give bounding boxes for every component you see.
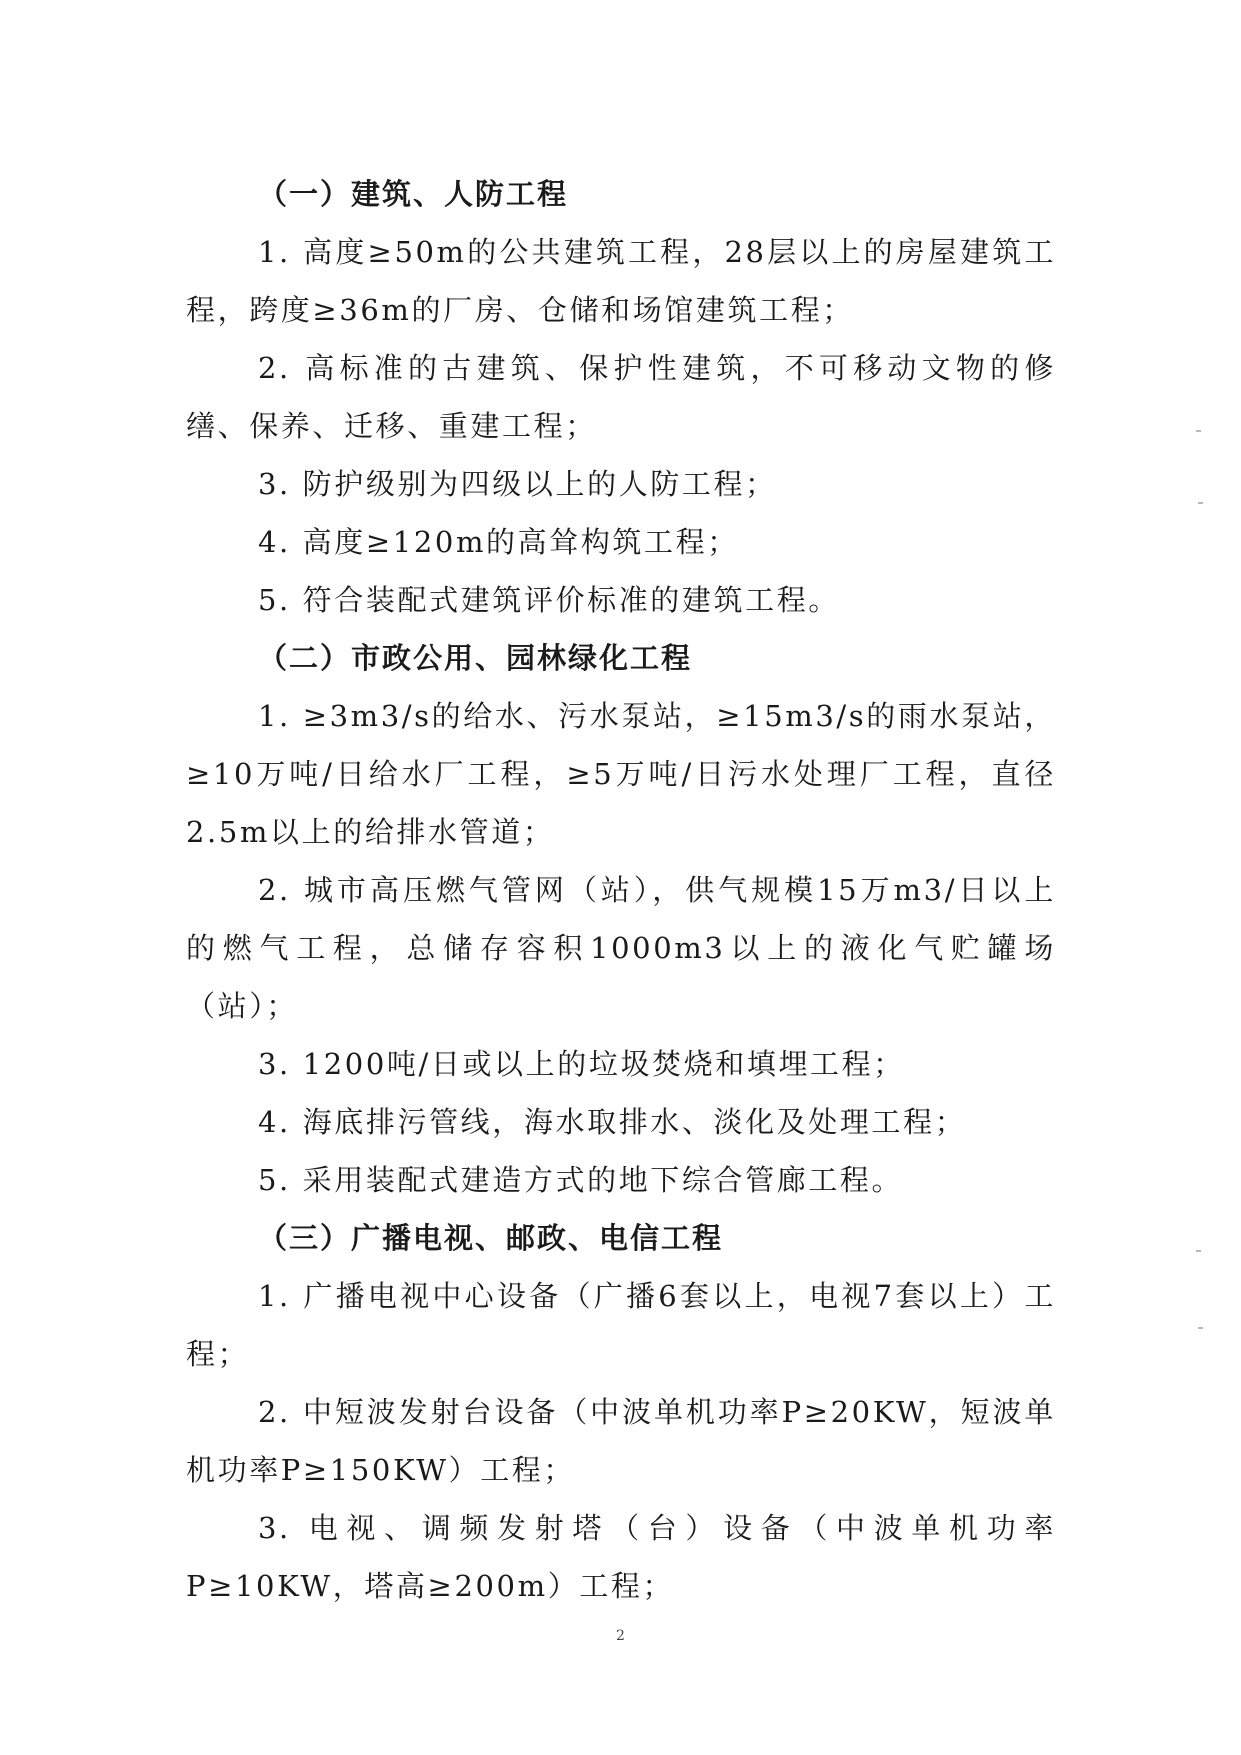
- section-3: [186, 1209, 1056, 1615]
- scan-speck: [1196, 430, 1201, 432]
- list-item: 1. ≥3m3/s的给水、污水泵站，≥15m3/s的雨水泵站，≥10万吨/日给水厂工程，≥5万吨/日污水处理厂工程，直径2.5m以上的给排水管道；: [186, 699, 1056, 849]
- list-item: 3. 防护级别为四级以上的人防工程；: [258, 467, 777, 501]
- scan-speck: [1198, 502, 1203, 504]
- list-item: 3. 电视、调频发射塔（台）设备（中波单机功率P≥10KW，塔高≥200m）工程；: [186, 1511, 1056, 1603]
- list-item: 5. 采用装配式建造方式的地下综合管廊工程。: [258, 1163, 904, 1197]
- list-item: 2. 高标准的古建筑、保护性建筑，不可移动文物的修缮、保养、迁移、重建工程；: [186, 351, 1056, 443]
- scan-speck: [1198, 1327, 1203, 1329]
- scan-speck: [1196, 1250, 1201, 1252]
- list-item: 4. 高度≥120m的高耸构筑工程；: [258, 525, 739, 559]
- section-2: [186, 629, 1056, 1209]
- section-heading: （一）建筑、人防工程: [258, 177, 569, 211]
- list-item: 5. 符合装配式建筑评价标准的建筑工程。: [258, 583, 840, 617]
- list-item: 3. 1200吨/日或以上的垃圾焚烧和填埋工程；: [258, 1047, 905, 1081]
- list-item: 2. 中短波发射台设备（中波单机功率P≥20KW，短波单机功率P≥150KW）工程；: [186, 1395, 1056, 1487]
- list-item: 1. 高度≥50m的公共建筑工程，28层以上的房屋建筑工程，跨度≥36m的厂房、仓储和场馆建筑工程；: [186, 235, 1056, 327]
- page-number: 2: [616, 1628, 625, 1644]
- section-heading: （三）广播电视、邮政、电信工程: [258, 1221, 724, 1255]
- list-item: 2. 城市高压燃气管网（站），供气规模15万m3/日以上的燃气工程，总储存容积1000m3以上的液化气贮罐场（站）；: [186, 873, 1056, 1023]
- document-body: [186, 165, 1056, 1615]
- list-item: 1. 广播电视中心设备（广播6套以上，电视7套以上）工程；: [186, 1279, 1056, 1371]
- section-heading: （二）市政公用、园林绿化工程: [258, 641, 693, 675]
- list-item: 4. 海底排污管线，海水取排水、淡化及处理工程；: [258, 1105, 967, 1139]
- section-1: [186, 165, 1056, 629]
